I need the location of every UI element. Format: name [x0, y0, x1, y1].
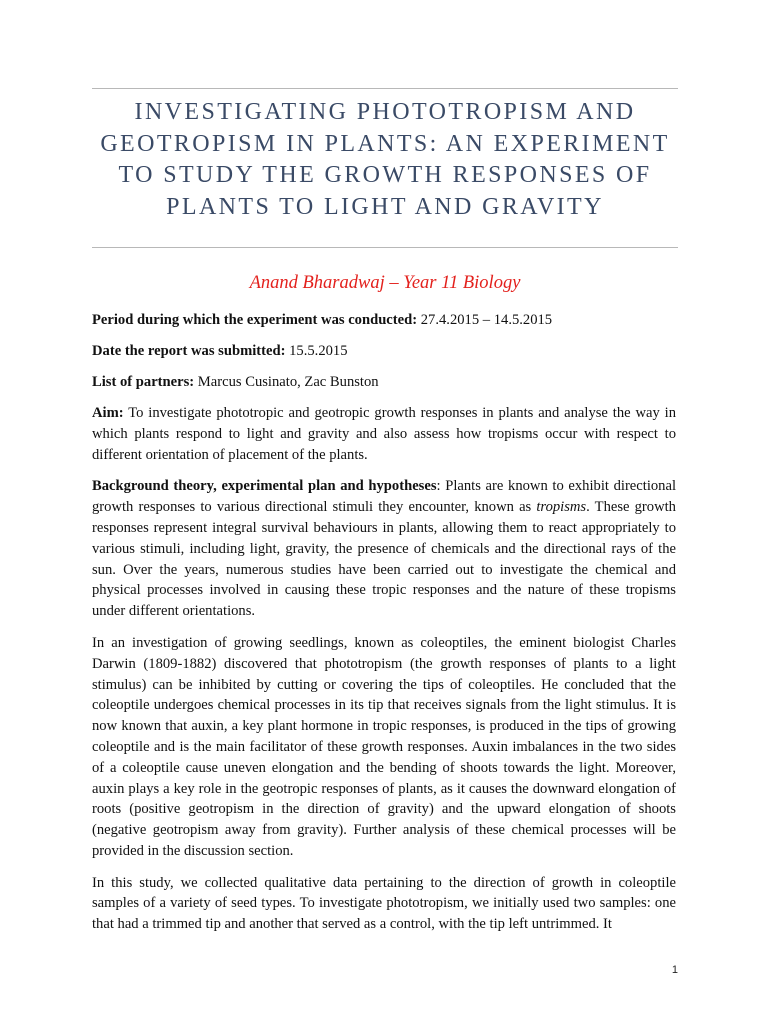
page-number: 1 — [671, 964, 678, 976]
background-italic-term: tropisms — [536, 499, 587, 516]
period-value: 27.4.2015 – 14.5.2015 — [417, 312, 553, 328]
background-text-1: : Plants are known to exhibit directional growth responses to various directional stimuli they encounter, known as — [92, 478, 676, 516]
aim-label: Aim: — [92, 404, 124, 421]
aim-text: To investigate phototropic and geotropic growth responses in plants and analyse the way in which plants respond to light and gravity and also assess how tropisms occur with respect to different orientation of placement of the plants. — [92, 404, 676, 463]
period-line — [92, 310, 676, 331]
document-body — [92, 310, 676, 935]
title-bottom-rule — [92, 247, 678, 248]
author-line: Anand Bharadwaj – Year 11 Biology — [249, 273, 521, 293]
background-label: Background theory, experimental plan and hypotheses — [92, 478, 437, 495]
darwin-paragraph: In an investigation of growing seedlings, known as coleoptiles, the eminent biologist Charles Darwin (1809-1882) discovered that phototropism (the growth responses of plants to a light stimulus) can be inhibited by cutting or covering the tips of coleoptiles. He concluded that the coleoptile undergoes chemical processes in its tip that receives signals from the light stimulus. It is now known that auxin, a key plant hormone in tropic responses, is produced in the tips of growing coleoptile and is the main facilitator of these growth responses. Auxin imbalances in the two sides of a coleoptile cause uneven elongation and the bending of shoots towards the light. Moreover, auxin plays a key role in the geotropic responses of plants, as it causes the downward elongation of roots (positive geotropism in the direction of gravity) and the upward elongation of shoots (negative geotropism away from gravity). Further analysis of these chemical processes will be provided in the discussion section. — [92, 634, 676, 859]
partners-label: List of partners: — [92, 373, 195, 390]
background-text-2: . These growth responses represent integral survival behaviours in plants, allowing them to react appropriately to various stimuli, including light, gravity, the presence of chemicals and the directional rays of the sun. Over the years, numerous studies have been carried out to investigate the chemical and physical processes involved in causing these tropic responses and the nature of these tropisms under different orientations. — [92, 499, 676, 620]
title-top-rule — [92, 88, 678, 89]
submitted-label: Date the report was submitted: — [92, 342, 286, 359]
period-label: Period during which the experiment was conducted: — [92, 312, 418, 328]
study-paragraph: In this study, we collected qualitative data pertaining to the direction of growth in coleoptile samples of a variety of seed types. To investigate phototropism, we initially used two samples: one that had a trimmed tip and another that served as a control, with the tip left untrimmed. It — [92, 874, 676, 933]
submitted-line — [92, 341, 676, 362]
document-title: INVESTIGATING PHOTOTROPISM AND GEOTROPISM IN PLANTS: AN EXPERIMENT TO STUDY THE GROWTH RESPONSES OF PLANTS TO LIGHT AND GRAVITY — [100, 99, 670, 220]
aim-paragraph — [92, 403, 676, 465]
partners-line — [92, 372, 676, 393]
background-paragraph — [92, 476, 676, 622]
submitted-value: 15.5.2015 — [285, 342, 348, 359]
partners-value: Marcus Cusinato, Zac Bunston — [194, 373, 379, 390]
